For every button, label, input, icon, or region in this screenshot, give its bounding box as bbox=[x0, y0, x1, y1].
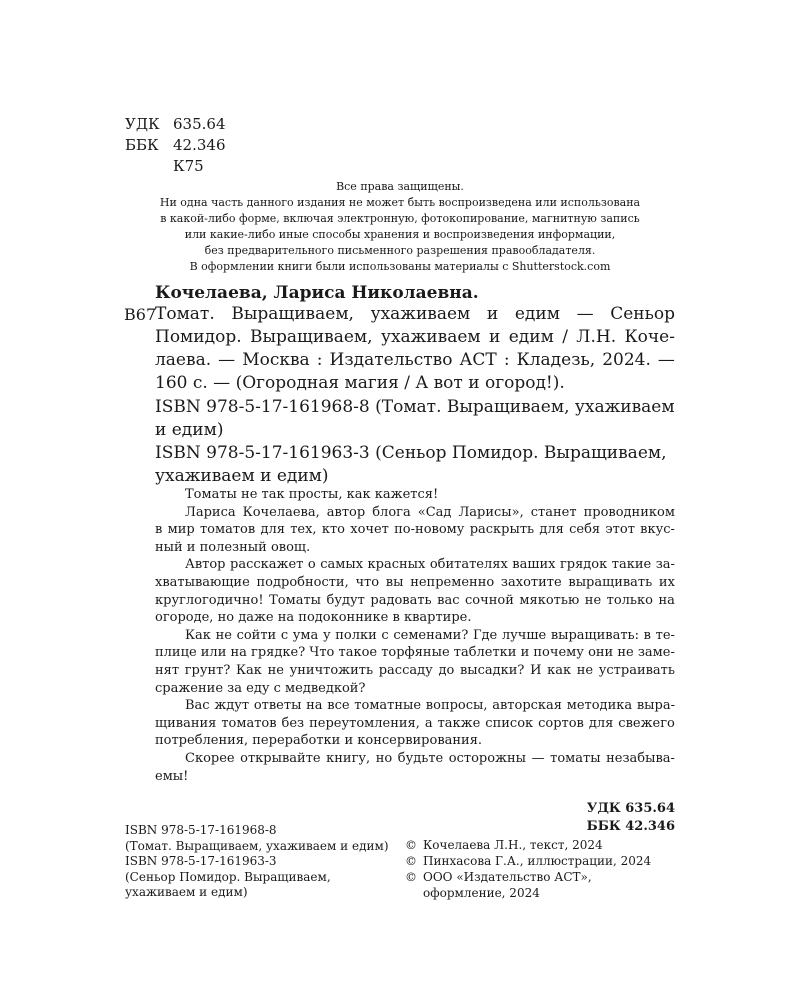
rights-line: в какой-либо форме, включая электронную, фотокопирование, магнитную запись bbox=[160, 212, 640, 225]
annotation-word: заме- bbox=[637, 645, 675, 661]
annotation-word: грунт? bbox=[184, 662, 231, 678]
annotation-word: такие bbox=[611, 557, 652, 573]
bib-word: лаева. bbox=[155, 350, 212, 370]
annotation-word: список bbox=[485, 715, 534, 731]
bib-word: и bbox=[486, 304, 499, 324]
bbk-label: ББК bbox=[125, 136, 159, 154]
annotation-word: все bbox=[327, 698, 350, 714]
annotation-word: как bbox=[547, 662, 572, 678]
bib-word: Выращиваем, bbox=[231, 304, 354, 324]
bib-word: Коче- bbox=[624, 327, 675, 347]
bib-word: / bbox=[562, 327, 568, 347]
classification-codes bbox=[125, 114, 226, 177]
annotation-word: семенами? bbox=[393, 627, 469, 643]
annotation-word: также bbox=[437, 715, 481, 731]
annotation-line: емы! bbox=[155, 768, 189, 784]
annotation-word: станет bbox=[530, 504, 577, 520]
annotation-word: на bbox=[658, 592, 675, 608]
annotation-word: подробности, bbox=[256, 574, 349, 590]
annotation-word: их bbox=[658, 574, 675, 590]
annotation-word: на bbox=[230, 645, 247, 661]
bib-line bbox=[155, 349, 675, 372]
annotation-line bbox=[155, 592, 675, 610]
annotation-line: ный и полезный овощ. bbox=[155, 539, 311, 555]
annotation-word: Лариса bbox=[185, 504, 236, 520]
annotation-word: И bbox=[530, 662, 542, 678]
bbk-bottom: ББК 42.346 bbox=[586, 819, 675, 834]
annotation-word: обитателях bbox=[429, 557, 508, 573]
annotation-word: не bbox=[576, 662, 594, 678]
annotation-word: Автор bbox=[185, 557, 226, 573]
annotation-word: Как bbox=[185, 627, 211, 643]
annotation-word: выращивать bbox=[568, 574, 653, 590]
annotation-line bbox=[155, 644, 675, 662]
annotation-word: почему bbox=[533, 645, 584, 661]
annotation-word: круглогодично! bbox=[155, 592, 264, 608]
annotation-word: уничтожить bbox=[289, 662, 374, 678]
udk-label: УДК bbox=[125, 115, 160, 133]
bib-word: Издательство bbox=[329, 350, 453, 370]
annotation-word: за- bbox=[655, 557, 675, 573]
bib-word: Томат. bbox=[155, 304, 215, 324]
annotation-word: а bbox=[424, 715, 433, 731]
annotation-word: или bbox=[200, 645, 227, 661]
annotation-word: вкус- bbox=[640, 522, 675, 538]
annotation-word: — bbox=[531, 750, 545, 766]
annotation-word: ваших bbox=[512, 557, 556, 573]
annotation-word: мякотью bbox=[519, 592, 580, 608]
annotation-word: осторожны bbox=[448, 750, 527, 766]
annotation-word: блога bbox=[372, 504, 411, 520]
bib-word: Сеньор bbox=[610, 304, 675, 324]
bib-word: Помидор. bbox=[155, 327, 242, 347]
rights-line: В оформлении книги были использованы материалы с Shutterstock.com bbox=[189, 260, 611, 273]
annotation-line bbox=[155, 627, 675, 645]
annotation-word: в bbox=[155, 522, 163, 538]
bib-word: — bbox=[657, 350, 675, 370]
annotation-word: сочной bbox=[465, 592, 514, 608]
annotation-word: Томаты bbox=[269, 592, 322, 608]
annotation-word: хочет bbox=[350, 522, 389, 538]
annotation-word: авторская bbox=[492, 698, 563, 714]
bib-word: ухаживаем bbox=[370, 304, 471, 324]
annotation-word: выращивать: bbox=[550, 627, 640, 643]
annotation-word: полки bbox=[335, 627, 377, 643]
annotation-word: вы bbox=[385, 574, 404, 590]
annotation-word: о bbox=[307, 557, 316, 573]
annotation-word: до bbox=[438, 662, 455, 678]
annotation-line: потребления, переработки и консервирования. bbox=[155, 733, 483, 749]
annotation-word: что bbox=[355, 574, 380, 590]
annotation-word: непременно bbox=[410, 574, 495, 590]
annotation-line bbox=[155, 715, 675, 733]
annotation-word: лучше bbox=[501, 627, 547, 643]
copyright-block bbox=[405, 837, 651, 901]
annotation-word: Скорее bbox=[185, 750, 235, 766]
isbn-footer-line: ISBN 978-5-17-161963-3 bbox=[125, 854, 277, 868]
annotation-word: томатов bbox=[199, 522, 256, 538]
annotation-word: ответы bbox=[253, 698, 302, 714]
annotation-word: расскажет bbox=[230, 557, 304, 573]
annotation-word: таблетки bbox=[453, 645, 517, 661]
copyright-line bbox=[405, 853, 651, 869]
annotation-word: мир bbox=[167, 522, 195, 538]
author-heading: Кочелаева, Лариса Николаевна. bbox=[155, 283, 479, 303]
annotation-word: на bbox=[306, 698, 323, 714]
annotation-word: плице bbox=[155, 645, 197, 661]
annotation-word: те- bbox=[655, 627, 675, 643]
annotation-line bbox=[155, 662, 675, 680]
annotation-word: будьте bbox=[397, 750, 444, 766]
annotation-word: томатов bbox=[221, 715, 277, 731]
annotation-word: без bbox=[281, 715, 305, 731]
copyright-text: Кочелаева Л.Н., текст, 2024 bbox=[423, 838, 603, 852]
bib-word: едим bbox=[514, 304, 560, 324]
annotation-word: вас bbox=[437, 592, 460, 608]
bib-word: ухаживаем bbox=[380, 327, 481, 347]
annotation-word: для bbox=[588, 715, 614, 731]
udk-row bbox=[125, 114, 226, 135]
bib-line bbox=[155, 326, 675, 349]
annotation-word: «Сад bbox=[417, 504, 452, 520]
bib-word: Москва bbox=[242, 350, 310, 370]
annotation-word: томаты bbox=[550, 750, 601, 766]
annotation-word: такое bbox=[338, 645, 378, 661]
bib-line bbox=[124, 303, 675, 326]
isbn-line: и едим) bbox=[155, 420, 224, 440]
annotation-word: не bbox=[267, 662, 284, 678]
annotation-word: красных bbox=[367, 557, 426, 573]
bib-word: Кладезь, bbox=[516, 350, 596, 370]
annotation-word: выра- bbox=[636, 698, 675, 714]
bbk-row bbox=[125, 135, 226, 156]
annotation-word: этот bbox=[605, 522, 635, 538]
bib-word: 2024. bbox=[602, 350, 651, 370]
isbn-footer-line: ISBN 978-5-17-161968-8 bbox=[125, 823, 277, 837]
isbn-block bbox=[155, 396, 675, 488]
annotation-word: для bbox=[539, 522, 564, 538]
bib-word: : bbox=[316, 350, 323, 370]
annotation-word: у bbox=[322, 627, 331, 643]
annotation-word: для bbox=[260, 522, 285, 538]
annotation-word: и bbox=[520, 645, 530, 661]
isbn-footer-line: (Сеньор Помидор. Выращиваем, bbox=[125, 869, 331, 884]
annotation-word: кто bbox=[321, 522, 345, 538]
annotation-word: они bbox=[588, 645, 614, 661]
bib-word: : bbox=[503, 350, 510, 370]
rights-line: Ни одна часть данного издания не может быть воспроизведена или использована bbox=[159, 196, 641, 209]
annotation-word: щивания bbox=[155, 715, 217, 731]
annotation-word: радовать bbox=[370, 592, 432, 608]
annotation-word: сортов bbox=[538, 715, 584, 731]
annotation-line: огороде, но даже на подоконнике в квартире. bbox=[155, 610, 472, 626]
annotation-word: только bbox=[606, 592, 653, 608]
author-mark: К75 bbox=[173, 157, 204, 175]
annotation-word: сойти bbox=[236, 627, 277, 643]
annotation-word: захотите bbox=[500, 574, 562, 590]
bib-word: Л.Н. bbox=[576, 327, 617, 347]
isbn-footer bbox=[125, 823, 389, 901]
annotation-word: грядок bbox=[559, 557, 608, 573]
annotation-word: Кочелаева, bbox=[242, 504, 320, 520]
copyright-symbol: © bbox=[405, 854, 417, 868]
bib-word: — bbox=[218, 350, 236, 370]
isbn-footer-line: ухаживаем и едим) bbox=[125, 885, 248, 899]
annotation-word: хватывающие bbox=[155, 574, 250, 590]
rights-line: без предварительного письменного разрешения правообладателя. bbox=[204, 244, 596, 257]
annotation-word: переутомления, bbox=[309, 715, 420, 731]
annotation-word: Что bbox=[309, 645, 335, 661]
isbn-line: ISBN 978-5-17-161963-3 (Сеньор Помидор. Выращиваем, bbox=[155, 443, 667, 463]
bib-word: Выращиваем, bbox=[249, 327, 373, 347]
annotation-word: автор bbox=[326, 504, 366, 520]
annotation-word: ждут bbox=[214, 698, 250, 714]
annotation-word: но bbox=[375, 750, 393, 766]
copyright-text: ООО «Издательство АСТ», bbox=[423, 870, 592, 884]
annotation-word: Как bbox=[235, 662, 262, 678]
annotation-word: не bbox=[584, 592, 602, 608]
udk-value: 635.64 bbox=[173, 115, 226, 133]
annotation bbox=[155, 486, 675, 785]
annotation-word: методика bbox=[566, 698, 633, 714]
annotation-word: проводником bbox=[583, 504, 675, 520]
annotation-word: с bbox=[280, 627, 289, 643]
annotation-line bbox=[155, 521, 675, 539]
annotation-word: высадки? bbox=[459, 662, 525, 678]
annotation-word: ума bbox=[292, 627, 319, 643]
annotation-word: раскрыть bbox=[469, 522, 535, 538]
annotation-word: устраивать bbox=[598, 662, 675, 678]
annotation-word: торфяные bbox=[381, 645, 450, 661]
copyright-symbol: © bbox=[405, 838, 417, 852]
annotation-word: нят bbox=[155, 662, 180, 678]
annotation-word: вопросы, bbox=[425, 698, 488, 714]
copyright-continuation: оформление, 2024 bbox=[423, 886, 540, 900]
annotation-word: не bbox=[215, 627, 232, 643]
annotation-word: не bbox=[617, 645, 634, 661]
bib-line: 160 с. — (Огородная магия / А вот и огород!). bbox=[155, 373, 565, 393]
annotation-word: в bbox=[643, 627, 651, 643]
author-mark-row bbox=[125, 156, 226, 177]
annotation-word: томатные bbox=[354, 698, 422, 714]
annotation-word: тех, bbox=[290, 522, 317, 538]
rights-notice bbox=[100, 179, 700, 275]
annotation-word: незабыва- bbox=[606, 750, 675, 766]
annotation-word: рассаду bbox=[378, 662, 433, 678]
udk-bottom: УДК 635.64 bbox=[586, 801, 675, 816]
isbn-line: ISBN 978-5-17-161968-8 (Томат. Выращиваем, ухаживаем bbox=[155, 397, 675, 417]
annotation-word: по-новому bbox=[394, 522, 465, 538]
copyright-text: Пинхасова Г.А., иллюстрации, 2024 bbox=[423, 854, 652, 868]
rights-line: или какие-либо иные способы хранения и воспроизведения информации, bbox=[184, 228, 616, 241]
bib-word: едим bbox=[508, 327, 554, 347]
copyright-line bbox=[405, 837, 651, 853]
annotation-word: будут bbox=[326, 592, 365, 608]
annotation-word: Вас bbox=[185, 698, 210, 714]
copyright-line bbox=[405, 869, 651, 885]
annotation-word: грядке? bbox=[251, 645, 306, 661]
annotation-word: свежего bbox=[618, 715, 675, 731]
annotation-line: сражение за еду с медведкой? bbox=[155, 680, 366, 696]
bbk-value: 42.346 bbox=[173, 136, 226, 154]
rights-line: Все права защищены. bbox=[336, 180, 464, 193]
annotation-word: с bbox=[381, 627, 389, 643]
annotation-line bbox=[155, 556, 675, 574]
annotation-word: Где bbox=[472, 627, 498, 643]
annotation-word: открывайте bbox=[240, 750, 321, 766]
annotation-line bbox=[155, 504, 675, 522]
annotation-line: Томаты не так просты, как кажется! bbox=[185, 487, 439, 502]
bib-word: — bbox=[576, 304, 594, 324]
annotation-word: книгу, bbox=[326, 750, 371, 766]
isbn-footer-line: (Томат. Выращиваем, ухаживаем и едим) bbox=[125, 838, 389, 853]
isbn-line: ухаживаем и едим) bbox=[155, 466, 329, 486]
bib-word: АСТ bbox=[459, 350, 497, 370]
bib-word: и bbox=[489, 327, 501, 347]
copyright-symbol: © bbox=[405, 870, 417, 884]
annotation-line bbox=[155, 574, 675, 592]
bibliographic-record bbox=[124, 303, 675, 395]
annotation-word: Ларисы», bbox=[458, 504, 524, 520]
annotation-word: себя bbox=[569, 522, 601, 538]
annotation-line bbox=[155, 697, 675, 715]
annotation-word: самых bbox=[320, 557, 364, 573]
bib-mark: В67 bbox=[124, 305, 157, 324]
classification-codes-bottom bbox=[587, 800, 675, 836]
annotation-line bbox=[155, 750, 675, 768]
